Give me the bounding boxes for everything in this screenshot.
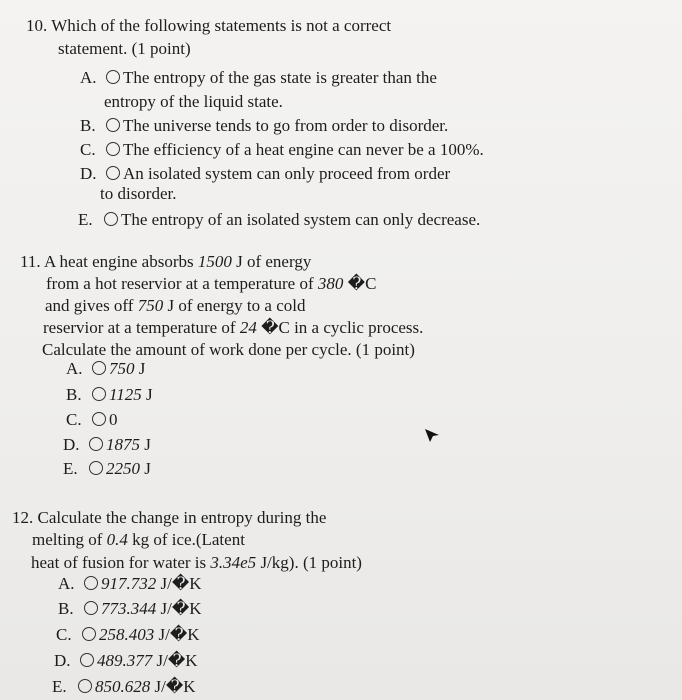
radio-button[interactable] [84,601,98,615]
radio-button[interactable] [106,142,120,156]
q12-option-c[interactable]: C. 258.403 J/�K [56,625,200,644]
question-11-line-2: from a hot reservior at a temperature of 380 �C [46,274,377,293]
q10-option-d-continued: to disorder. [100,184,177,203]
radio-button[interactable] [92,387,106,401]
q11-option-d[interactable]: D. 1875 J [63,435,151,454]
q10-option-d[interactable]: D. An isolated system can only proceed from order [80,164,451,183]
radio-button[interactable] [106,118,120,132]
q11-option-b[interactable]: B. 1125 J [66,385,153,404]
mouse-pointer-icon [424,427,440,443]
q11-option-c[interactable]: C. 0 [66,410,118,429]
radio-button[interactable] [84,576,98,590]
question-11-line-5: Calculate the amount of work done per cycle. (1 point) [42,340,415,359]
question-11-line-1: 11. A heat engine absorbs 1500 J of energy [20,252,312,271]
q12-option-b[interactable]: B. 773.344 J/�K [58,599,202,618]
radio-button[interactable] [104,212,118,226]
question-10-line-2: statement. (1 point) [58,39,191,58]
radio-button[interactable] [78,679,92,693]
q12-option-a[interactable]: A. 917.732 J/�K [58,574,202,593]
q10-option-a[interactable]: A. The entropy of the gas state is greater than the [80,68,437,87]
radio-button[interactable] [92,361,106,375]
q10-option-a-continued: entropy of the liquid state. [104,92,283,111]
question-10-line-1: 10. Which of the following statements is not a correct [26,16,392,35]
q12-option-d[interactable]: D. 489.377 J/�K [54,651,198,670]
question-12-line-2: melting of 0.4 kg of ice.(Latent [32,530,245,549]
q11-option-a[interactable]: A. 750 J [66,359,146,378]
radio-button[interactable] [92,412,106,426]
question-12-line-1: 12. Calculate the change in entropy during the [12,508,327,527]
radio-button[interactable] [106,70,120,84]
q10-option-c[interactable]: C. The efficiency of a heat engine can never be a 100%. [80,140,484,159]
q10-option-b[interactable]: B. The universe tends to go from order to disorder. [80,116,449,135]
radio-button[interactable] [89,437,103,451]
question-11-line-4: reservior at a temperature of 24 �C in a cyclic process. [43,318,424,337]
q10-option-e[interactable]: E. The entropy of an isolated system can only decrease. [78,210,481,229]
q12-option-e[interactable]: E. 850.628 J/�K [52,677,196,696]
radio-button[interactable] [106,166,120,180]
question-11-line-3: and gives off 750 J of energy to a cold [45,296,306,315]
q11-option-e[interactable]: E. 2250 J [63,459,151,478]
radio-button[interactable] [80,653,94,667]
radio-button[interactable] [89,461,103,475]
question-12-line-3: heat of fusion for water is 3.34e5 J/kg). (1 point) [31,553,362,572]
radio-button[interactable] [82,627,96,641]
